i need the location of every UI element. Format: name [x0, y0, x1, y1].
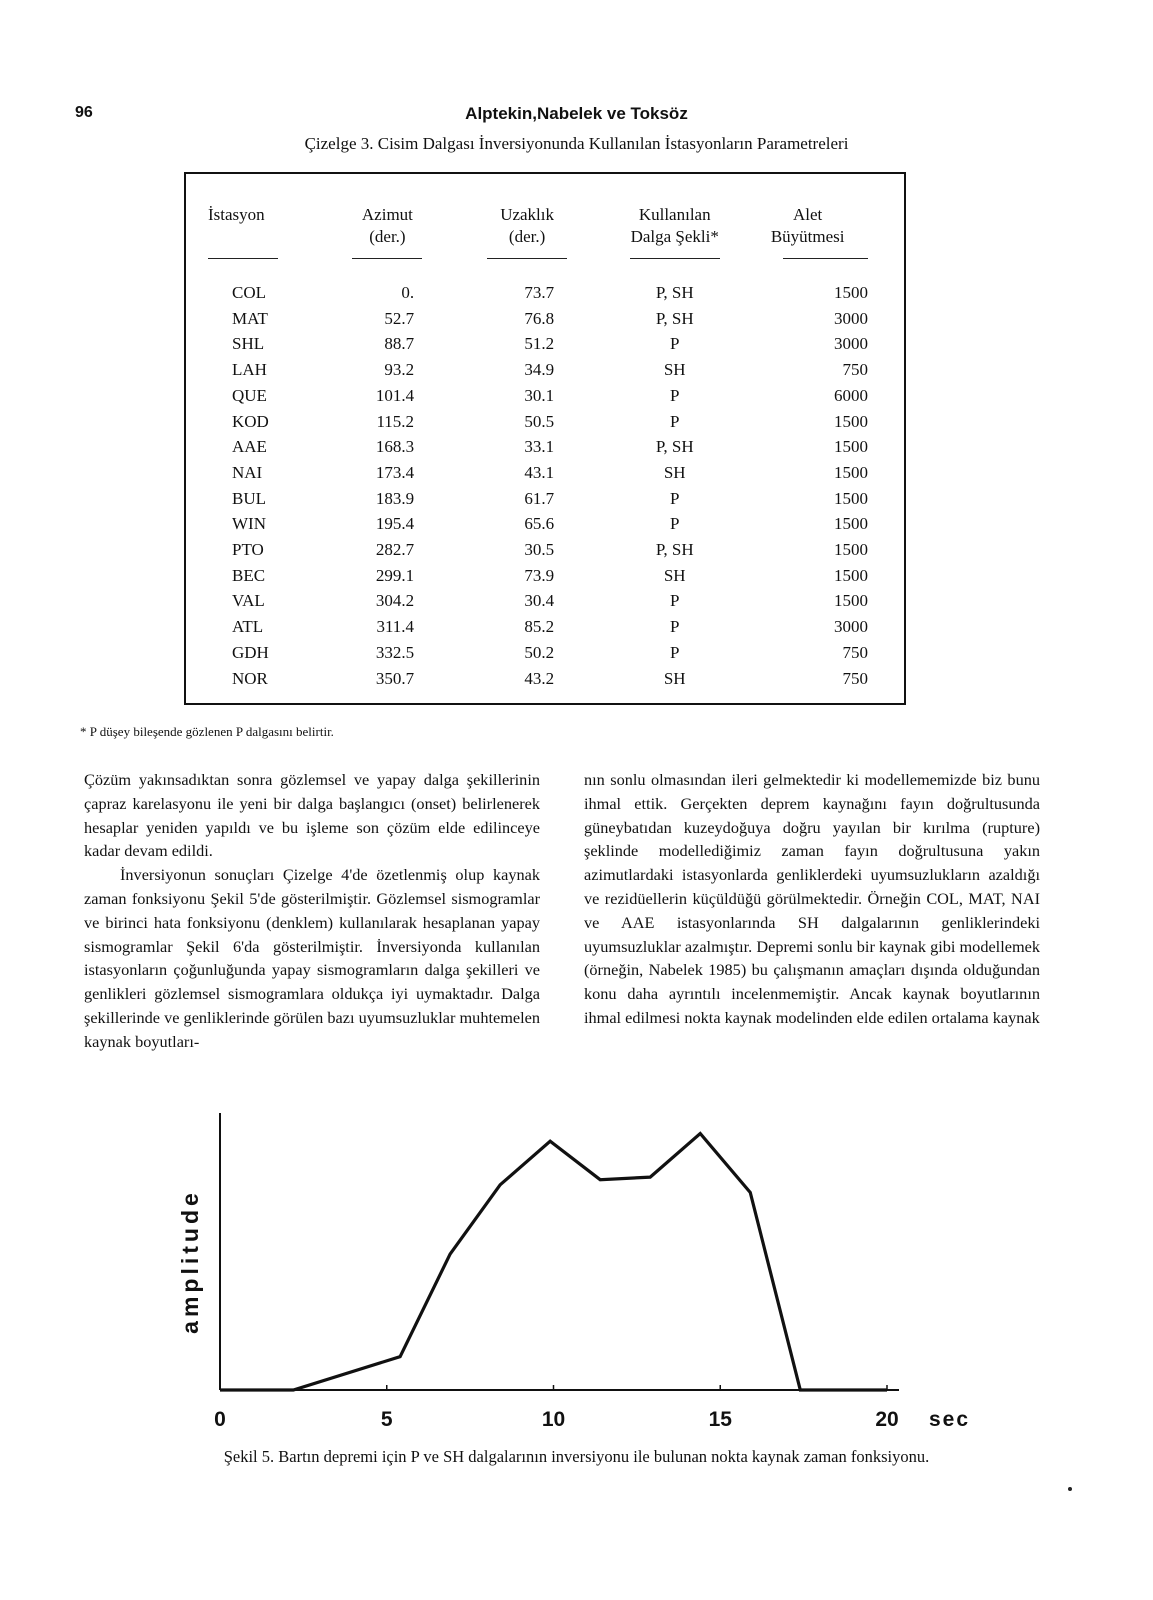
paragraph: nın sonlu olmasından ileri gelmektedir ki modellememizde biz bunu ihmal ettik. Gerçekten deprem kaynağını fayın doğrultusunda güneybatıdan kuzeydoğuya doğru yayılan bir kırılma (rupture) şeklinde modellediğimiz zaman fayın doğrultusuna yakın azimutlardaki istasyonlarda genliklerdeki uyumsuzlukların azaldığı ve rezidüellerin küçüldüğü görülmektedir. Örneğin COL, MAT, NAI ve AAE istasyonlarında SH dalgalarının genliklerindeki uyumsuzluklar azalmıştır. Depremi sonlu bir kaynak gibi modellemek (örneğin, Nabelek 1985) bu çalışmanın amaçları dışında olduğundan konu daha ayrıntılı incelenmemiştir. Ancak kaynak boyutlarının ihmal edilmesi nokta kaynak modelinden elde edilen ortalama kaynak	[584, 770, 1040, 1027]
column-header-line2: Büyütmesi	[770, 227, 845, 246]
page-number: 96	[75, 104, 93, 121]
column-header	[198, 204, 323, 268]
distance-cell: 50.5	[524, 411, 555, 431]
column-header	[323, 204, 452, 268]
paragraph: Çözüm yakınsadıktan sonra gözlemsel ve yapay dalga şekillerinin çapraz karelasyonu ile yeni bir dalga başlangıcı (onset) belirlenerek hesaplar yeniden yapıldı ve bu işleme son çözüm elde edilinceye kadar devam edildi.	[84, 770, 540, 861]
column-header-line1: Uzaklık	[500, 205, 555, 224]
magnification-cell: 1500	[834, 411, 868, 431]
azimuth-cell: 115.2	[376, 411, 415, 431]
series-line	[220, 1134, 887, 1390]
x-axis-label: sec	[929, 1408, 971, 1431]
table-row	[198, 460, 888, 486]
distance-cell: 30.4	[524, 591, 555, 611]
table-row	[198, 537, 888, 563]
spacer	[198, 268, 888, 280]
distance-cell: 43.2	[524, 668, 555, 688]
magnification-cell: 3000	[834, 617, 868, 637]
waveform-cell: P, SH	[655, 437, 694, 457]
scan-speck	[1068, 1487, 1072, 1491]
station-cell: KOD	[232, 411, 269, 431]
waveform-cell: P	[669, 617, 680, 637]
azimuth-cell: 183.9	[375, 488, 415, 508]
station-cell: BUL	[232, 488, 266, 508]
waveform-cell: P, SH	[655, 283, 694, 302]
station-cell: NAI	[232, 462, 263, 482]
magnification-cell: 750	[842, 360, 868, 380]
distance-cell: 65.6	[524, 514, 555, 534]
magnification-cell: 1500	[834, 437, 868, 457]
y-axis-label: amplitude	[177, 1189, 203, 1334]
table-row	[198, 306, 888, 332]
azimuth-cell: 101.4	[375, 385, 415, 405]
distance-cell: 50.2	[524, 642, 555, 662]
x-tick-label: 20	[875, 1408, 899, 1431]
station-cell: AAE	[232, 437, 267, 457]
waveform-cell: P	[669, 385, 680, 405]
parameters-table	[198, 204, 888, 691]
waveform-cell: P	[669, 591, 680, 611]
distance-cell: 34.9	[524, 360, 555, 380]
parameters-table-frame	[184, 172, 906, 705]
right-column	[584, 768, 1040, 1030]
station-cell: BEC	[232, 565, 266, 585]
distance-cell: 43.1	[524, 462, 555, 482]
waveform-cell: P, SH	[655, 540, 694, 560]
station-cell: VAL	[232, 591, 265, 611]
waveform-cell: P	[669, 334, 680, 354]
station-cell: LAH	[232, 360, 267, 380]
x-tick-label: 15	[708, 1408, 732, 1431]
distance-cell: 76.8	[524, 308, 555, 328]
waveform-cell: P	[669, 411, 680, 431]
azimuth-cell: 93.2	[384, 360, 415, 380]
magnification-cell: 3000	[834, 334, 868, 354]
station-cell: QUE	[232, 385, 267, 405]
station-cell: SHL	[232, 334, 265, 354]
waveform-cell: SH	[663, 360, 686, 380]
table-header-row	[198, 204, 888, 268]
station-cell: PTO	[232, 540, 264, 560]
azimuth-cell: 282.7	[375, 540, 415, 560]
distance-cell: 30.1	[524, 385, 555, 405]
station-cell: COL	[232, 283, 266, 302]
header-underline	[487, 258, 567, 259]
distance-cell: 33.1	[524, 437, 555, 457]
distance-cell: 73.9	[524, 565, 555, 585]
station-cell: ATL	[232, 617, 264, 637]
table-row	[198, 331, 888, 357]
azimuth-cell: 0.	[401, 283, 415, 302]
waveform-cell: P, SH	[655, 308, 694, 328]
column-header-line1: Kullanılan	[638, 205, 711, 224]
waveform-cell: P	[669, 514, 680, 534]
azimuth-cell: 332.5	[375, 642, 415, 662]
x-tick-label: 5	[380, 1408, 393, 1431]
table-row	[198, 357, 888, 383]
waveform-cell: SH	[663, 668, 686, 688]
waveform-cell: P	[669, 642, 680, 662]
magnification-cell: 1500	[834, 488, 868, 508]
azimuth-cell: 311.4	[376, 617, 415, 637]
figure-caption: Şekil 5. Bartın depremi için P ve SH dalgalarının inversiyonu ile bulunan nokta kaynak zaman fonksiyonu.	[223, 1447, 930, 1466]
column-header	[602, 204, 747, 268]
column-header-line2: (der.)	[508, 227, 546, 246]
azimuth-cell: 304.2	[375, 591, 415, 611]
table-row	[198, 666, 888, 692]
magnification-cell: 1500	[834, 565, 868, 585]
magnification-cell: 1500	[834, 591, 868, 611]
magnification-cell: 750	[842, 642, 868, 662]
azimuth-cell: 88.7	[384, 334, 415, 354]
table-row	[198, 280, 888, 306]
table-row	[198, 409, 888, 435]
magnification-cell: 750	[842, 668, 868, 688]
paragraph: İnversiyonun sonuçları Çizelge 4'de özetlenmiş olup kaynak zaman fonksiyonu Şekil 5'de gösterilmiştir. Gözlemsel sismogramlar ve birinci hata fonksiyonu (denklem) kullanılarak hesaplanan yapay sismogramlar Şekil 6'da gösterilmiştir. İnversiyonda kullanılan istasyonların çoğunluğunda yapay sismogramların dalga şekilleri ve genlikleri gözlemsel sismogramlara oldukça iyi uymaktadır. Dalga şekillerinde ve genliklerinde görülen bazı uyumsuzluklar muhtemelen kaynak boyutları-	[84, 865, 540, 1051]
header-underline	[208, 258, 278, 259]
table-row	[198, 563, 888, 589]
table-row	[198, 434, 888, 460]
column-header-line2: Dalga Şekli*	[630, 227, 719, 246]
column-header	[452, 204, 602, 268]
spacer-row	[198, 268, 888, 280]
magnification-cell: 1500	[834, 514, 868, 534]
distance-cell: 51.2	[524, 334, 555, 354]
x-tick-label: 10	[541, 1408, 566, 1431]
magnification-cell: 1500	[834, 283, 868, 302]
column-header	[747, 204, 888, 268]
waveform-cell: SH	[663, 565, 686, 585]
station-cell: MAT	[232, 308, 268, 328]
distance-cell: 73.7	[524, 283, 555, 302]
table-row	[198, 486, 888, 512]
waveform-cell: P	[669, 488, 680, 508]
column-header-line2: (der.)	[369, 227, 406, 246]
header-underline	[630, 258, 720, 259]
azimuth-cell: 168.3	[375, 437, 415, 457]
running-head: Alptekin,Nabelek ve Toksöz	[465, 104, 688, 123]
station-cell: NOR	[232, 668, 268, 688]
azimuth-cell: 195.4	[375, 514, 415, 534]
table-footnote: * P düşey bileşende gözlenen P dalgasını belirtir.	[80, 724, 334, 739]
azimuth-cell: 350.7	[375, 668, 415, 688]
column-header-line1: İstasyon	[208, 205, 265, 224]
source-time-function-chart	[150, 1100, 1030, 1440]
waveform-cell: SH	[663, 462, 686, 482]
left-column	[84, 768, 540, 1054]
column-header-line2	[208, 226, 323, 248]
column-header-line1: Azimut	[361, 205, 413, 224]
table-row	[198, 511, 888, 537]
magnification-cell: 1500	[834, 540, 868, 560]
table-row	[198, 640, 888, 666]
x-tick-label: 0	[214, 1408, 226, 1431]
table-row	[198, 383, 888, 409]
azimuth-cell: 299.1	[375, 565, 415, 585]
table-row	[198, 614, 888, 640]
azimuth-cell: 52.7	[384, 308, 415, 328]
distance-cell: 85.2	[524, 617, 555, 637]
table-row	[198, 588, 888, 614]
table-caption: Çizelge 3. Cisim Dalgası İnversiyonunda Kullanılan İstasyonların Parametreleri	[304, 134, 849, 153]
column-header-line1: Alet	[793, 205, 823, 224]
distance-cell: 30.5	[524, 540, 555, 560]
distance-cell: 61.7	[524, 488, 555, 508]
azimuth-cell: 173.4	[375, 462, 415, 482]
header-underline	[352, 258, 422, 259]
magnification-cell: 6000	[834, 385, 868, 405]
station-cell: GDH	[232, 642, 269, 662]
magnification-cell: 1500	[834, 462, 868, 482]
station-cell: WIN	[232, 514, 266, 534]
magnification-cell: 3000	[834, 308, 868, 328]
header-underline	[783, 258, 868, 259]
